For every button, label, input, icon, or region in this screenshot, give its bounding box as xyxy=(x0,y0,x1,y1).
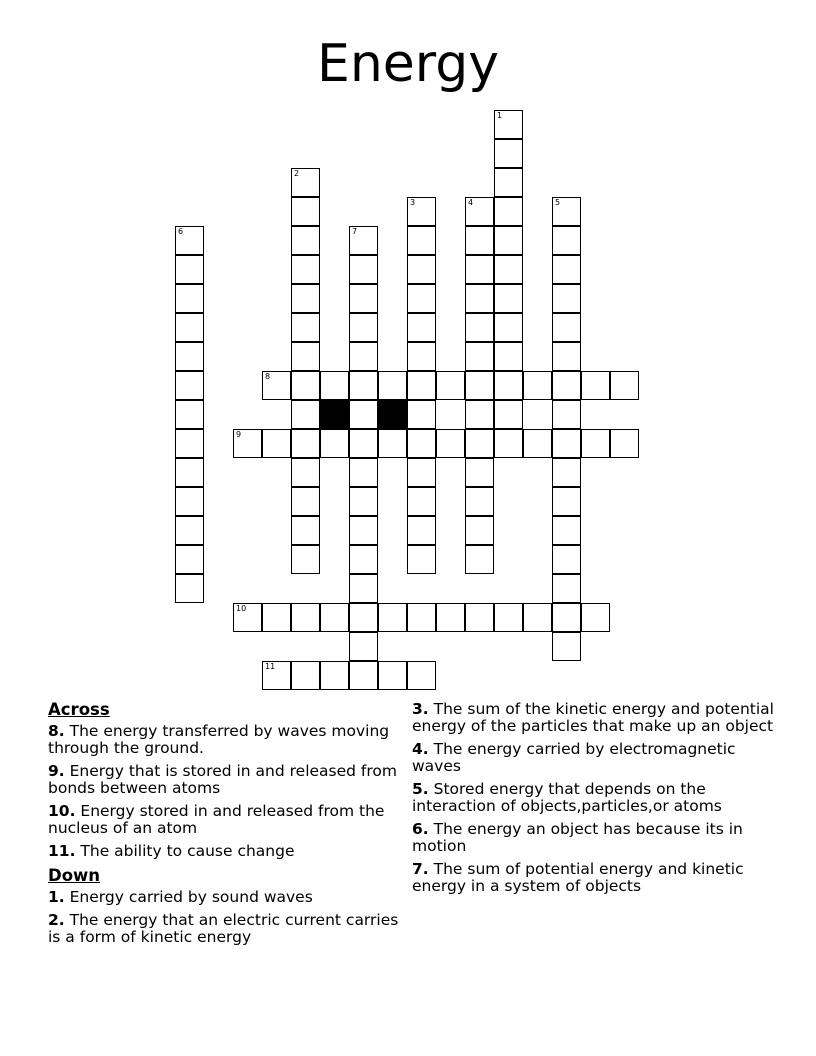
clue-number: 6. xyxy=(412,820,429,838)
grid-cell[interactable] xyxy=(465,284,494,313)
grid-cell[interactable] xyxy=(552,342,581,371)
grid-cell[interactable] xyxy=(552,487,581,516)
grid-cell[interactable] xyxy=(175,284,204,313)
clue-down-7 xyxy=(412,861,776,895)
clue-number: 9. xyxy=(48,762,65,780)
cell-number: 2 xyxy=(294,169,300,178)
cell-number: 11 xyxy=(265,662,276,671)
grid-cell[interactable] xyxy=(494,371,523,400)
grid-cell[interactable] xyxy=(465,429,494,458)
grid-cell[interactable] xyxy=(320,371,349,400)
grid-cell[interactable] xyxy=(291,255,320,284)
grid-cell[interactable] xyxy=(407,400,436,429)
grid-cell[interactable] xyxy=(494,255,523,284)
grid-cell[interactable] xyxy=(494,226,523,255)
grid-cell[interactable] xyxy=(494,400,523,429)
grid-cell[interactable] xyxy=(494,342,523,371)
clue-number: 7. xyxy=(412,860,429,878)
grid-cell[interactable] xyxy=(262,661,291,690)
grid-cell[interactable] xyxy=(291,197,320,226)
grid-cell[interactable] xyxy=(262,429,291,458)
cell-number: 4 xyxy=(468,198,474,207)
grid-cell[interactable] xyxy=(349,371,378,400)
grid-cell[interactable] xyxy=(175,487,204,516)
grid-cell[interactable] xyxy=(291,487,320,516)
grid-cell[interactable] xyxy=(233,429,262,458)
grid-cell[interactable] xyxy=(349,226,378,255)
grid-cell[interactable] xyxy=(465,371,494,400)
grid-cell[interactable] xyxy=(407,516,436,545)
grid-cell[interactable] xyxy=(291,371,320,400)
grid-cell[interactable] xyxy=(552,603,581,632)
grid-cell[interactable] xyxy=(175,226,204,255)
grid-cell[interactable] xyxy=(320,429,349,458)
clue-across-9 xyxy=(48,763,412,797)
grid-cell[interactable] xyxy=(552,632,581,661)
clue-text: The energy carried by electromagnetic waves xyxy=(412,740,736,775)
grid-cell[interactable] xyxy=(349,632,378,661)
grid-cell[interactable] xyxy=(552,371,581,400)
grid-cell[interactable] xyxy=(552,574,581,603)
grid-cell[interactable] xyxy=(552,284,581,313)
grid-cell[interactable] xyxy=(407,603,436,632)
across-heading: Across xyxy=(48,700,110,719)
grid-cell[interactable] xyxy=(465,313,494,342)
grid-cell[interactable] xyxy=(291,516,320,545)
grid-cell[interactable] xyxy=(175,429,204,458)
clue-down-4 xyxy=(412,741,776,775)
grid-cell[interactable] xyxy=(349,429,378,458)
grid-cell[interactable] xyxy=(262,371,291,400)
cell-number: 1 xyxy=(497,111,503,120)
grid-cell[interactable] xyxy=(407,429,436,458)
clue-across-8 xyxy=(48,723,412,757)
grid-cell[interactable] xyxy=(175,574,204,603)
grid-cell[interactable] xyxy=(523,603,552,632)
grid-cell[interactable] xyxy=(465,458,494,487)
grid-cell[interactable] xyxy=(349,400,378,429)
cell-number: 3 xyxy=(410,198,416,207)
grid-cell[interactable] xyxy=(291,458,320,487)
grid-cell[interactable] xyxy=(407,661,436,690)
clue-number: 2. xyxy=(48,911,65,929)
clue-text: Energy carried by sound waves xyxy=(69,888,313,906)
grid-cell[interactable] xyxy=(349,255,378,284)
grid-cell[interactable] xyxy=(175,458,204,487)
clue-down-6 xyxy=(412,821,776,855)
clue-down-2 xyxy=(48,912,412,946)
grid-cell[interactable] xyxy=(581,603,610,632)
grid-cell[interactable] xyxy=(581,429,610,458)
cell-number: 7 xyxy=(352,227,358,236)
grid-cell[interactable] xyxy=(291,342,320,371)
grid-cell[interactable] xyxy=(378,371,407,400)
grid-cell[interactable] xyxy=(349,342,378,371)
grid-cell[interactable] xyxy=(407,458,436,487)
grid-cell[interactable] xyxy=(610,371,639,400)
grid-cell[interactable] xyxy=(175,545,204,574)
clue-down-1 xyxy=(48,889,412,906)
grid-cell[interactable] xyxy=(407,371,436,400)
grid-cell[interactable] xyxy=(465,545,494,574)
clue-across-11 xyxy=(48,843,412,860)
clue-text: Energy stored in and released from the nucleus of an atom xyxy=(48,802,385,837)
grid-cell[interactable] xyxy=(494,110,523,139)
clue-text: The energy transferred by waves moving through the ground. xyxy=(48,722,390,757)
grid-cell[interactable] xyxy=(349,458,378,487)
grid-cell[interactable] xyxy=(552,458,581,487)
grid-cell[interactable] xyxy=(378,429,407,458)
grid-cell[interactable] xyxy=(465,487,494,516)
clue-text: The ability to cause change xyxy=(80,842,295,860)
clue-number: 11. xyxy=(48,842,76,860)
grid-cell[interactable] xyxy=(552,226,581,255)
grid-cell[interactable] xyxy=(494,139,523,168)
grid-cell[interactable] xyxy=(581,371,610,400)
grid-cell[interactable] xyxy=(291,545,320,574)
clue-text: Energy that is stored in and released from bonds between atoms xyxy=(48,762,398,797)
grid-cell[interactable] xyxy=(175,516,204,545)
grid-cell[interactable] xyxy=(465,400,494,429)
grid-cell[interactable] xyxy=(407,255,436,284)
grid-cell[interactable] xyxy=(465,197,494,226)
down-heading: Down xyxy=(48,866,101,885)
grid-cell[interactable] xyxy=(262,603,291,632)
clues-left-column xyxy=(48,700,412,952)
grid-cell[interactable] xyxy=(175,255,204,284)
grid-cell[interactable] xyxy=(407,545,436,574)
clue-text: The energy that an electric current carries is a form of kinetic energy xyxy=(48,911,399,946)
cell-number: 9 xyxy=(236,430,242,439)
grid-cell[interactable] xyxy=(407,313,436,342)
grid-cell[interactable] xyxy=(175,371,204,400)
grid-cell[interactable] xyxy=(291,429,320,458)
grid-cell[interactable] xyxy=(349,487,378,516)
grid-cell[interactable] xyxy=(465,516,494,545)
grid-cell[interactable] xyxy=(552,429,581,458)
grid-cell[interactable] xyxy=(320,603,349,632)
grid-cell[interactable] xyxy=(494,603,523,632)
grid-cell[interactable] xyxy=(552,255,581,284)
grid-cell[interactable] xyxy=(465,255,494,284)
grid-cell[interactable] xyxy=(407,197,436,226)
grid-cell[interactable] xyxy=(291,168,320,197)
grid-cell[interactable] xyxy=(494,429,523,458)
grid-cell[interactable] xyxy=(291,313,320,342)
grid-cell[interactable] xyxy=(465,603,494,632)
grid-cell[interactable] xyxy=(378,661,407,690)
cell-number: 10 xyxy=(236,604,247,613)
clue-number: 5. xyxy=(412,780,429,798)
black-cell xyxy=(378,400,407,429)
grid-cell[interactable] xyxy=(552,400,581,429)
grid-cell[interactable] xyxy=(349,603,378,632)
grid-cell[interactable] xyxy=(349,545,378,574)
grid-cell[interactable] xyxy=(291,603,320,632)
clue-number: 3. xyxy=(412,700,429,718)
grid-cell[interactable] xyxy=(407,226,436,255)
clue-text: The energy an object has because its in motion xyxy=(412,820,743,855)
grid-cell[interactable] xyxy=(349,284,378,313)
clue-across-10 xyxy=(48,803,412,837)
grid-cell[interactable] xyxy=(291,226,320,255)
grid-cell[interactable] xyxy=(175,342,204,371)
puzzle-title: Energy xyxy=(316,34,500,94)
clue-text: The sum of potential energy and kinetic energy in a system of objects xyxy=(412,860,744,895)
clue-number: 10. xyxy=(48,802,76,820)
grid-cell[interactable] xyxy=(175,400,204,429)
black-cell xyxy=(320,400,349,429)
grid-cell[interactable] xyxy=(494,168,523,197)
grid-cell[interactable] xyxy=(291,284,320,313)
grid-cell[interactable] xyxy=(436,429,465,458)
grid-cell[interactable] xyxy=(407,284,436,313)
grid-cell[interactable] xyxy=(349,313,378,342)
grid-cell[interactable] xyxy=(552,516,581,545)
grid-cell[interactable] xyxy=(494,313,523,342)
grid-cell[interactable] xyxy=(610,429,639,458)
clue-text: The sum of the kinetic energy and potential energy of the particles that make up an object xyxy=(412,700,774,735)
grid-cell[interactable] xyxy=(465,226,494,255)
grid-cell[interactable] xyxy=(349,661,378,690)
grid-cell[interactable] xyxy=(523,371,552,400)
cell-number: 6 xyxy=(178,227,184,236)
clue-number: 1. xyxy=(48,888,65,906)
cell-number: 5 xyxy=(555,198,561,207)
grid-cell[interactable] xyxy=(233,603,262,632)
grid-cell[interactable] xyxy=(291,400,320,429)
cell-number: 8 xyxy=(265,372,271,381)
grid-cell[interactable] xyxy=(349,574,378,603)
grid-cell[interactable] xyxy=(552,545,581,574)
clue-text: Stored energy that depends on the interaction of objects,particles,or atoms xyxy=(412,780,722,815)
grid-cell[interactable] xyxy=(175,313,204,342)
clue-down-3 xyxy=(412,701,776,735)
clue-number: 4. xyxy=(412,740,429,758)
clue-number: 8. xyxy=(48,722,65,740)
grid-cell[interactable] xyxy=(465,342,494,371)
clue-down-5 xyxy=(412,781,776,815)
grid-cell[interactable] xyxy=(494,284,523,313)
grid-cell[interactable] xyxy=(349,516,378,545)
grid-cell[interactable] xyxy=(552,313,581,342)
grid-cell[interactable] xyxy=(407,487,436,516)
grid-cell[interactable] xyxy=(378,603,407,632)
grid-cell[interactable] xyxy=(494,197,523,226)
grid-cell[interactable] xyxy=(436,371,465,400)
grid-cell[interactable] xyxy=(436,603,465,632)
grid-cell[interactable] xyxy=(523,429,552,458)
grid-cell[interactable] xyxy=(552,197,581,226)
clues-right-column xyxy=(412,701,776,901)
grid-cell[interactable] xyxy=(320,661,349,690)
grid-cell[interactable] xyxy=(291,661,320,690)
grid-cell[interactable] xyxy=(407,342,436,371)
